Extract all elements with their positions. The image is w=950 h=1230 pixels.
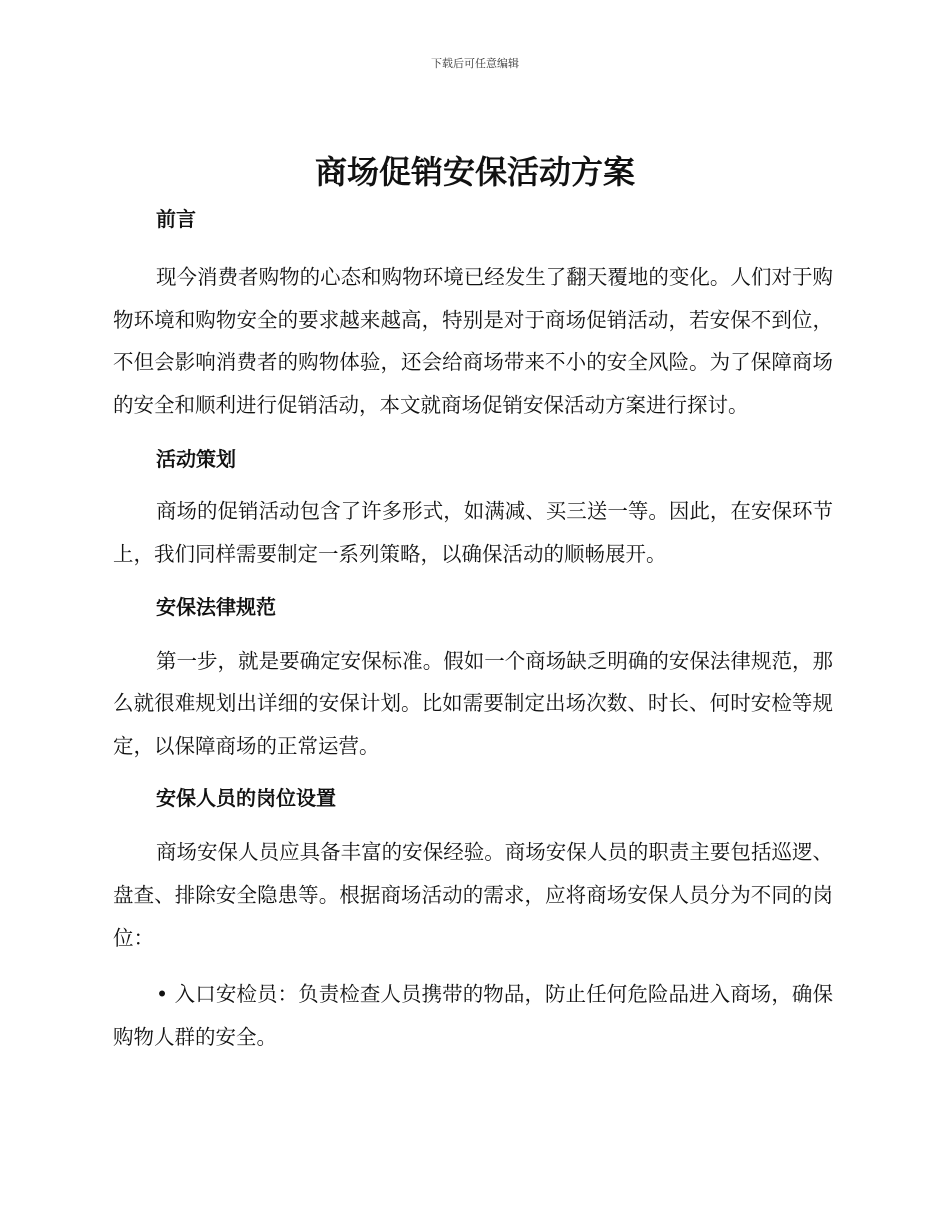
section-heading-legal: 安保法律规范 (156, 594, 276, 619)
section-heading-preface: 前言 (156, 207, 196, 231)
paragraph-preface: 现今消费者购物的心态和购物环境已经发生了翻天覆地的变化。人们对于购物环境和购物安全的要求越来越高，特别是对于商场促销活动，若安保不到位，不但会影响消费者的购物体验，还会给商场带来不小的安全风险。为了保障商场的安全和顺利进行促销活动，本文就商场促销安保活动方案进行探讨。 (113, 265, 833, 417)
paragraph-legal: 第一步，就是要确定安保标准。假如一个商场缺乏明确的安保法律规范，那么就很难规划出详细的安保计划。比如需要制定出场次数、时长、何时安检等规定，以保障商场的正常运营。 (113, 648, 833, 758)
paragraph-planning: 商场的促销活动包含了许多形式，如满减、买三送一等。因此，在安保环节上，我们同样需要制定一系列策略，以确保活动的顺畅展开。 (113, 499, 833, 566)
document-body (113, 198, 833, 1058)
header-note: 下载后可任意编辑 (431, 57, 519, 70)
section-heading-planning: 活动策划 (156, 447, 236, 472)
document-title: 商场促销安保活动方案 (314, 153, 635, 191)
paragraph-staffing: 商场安保人员应具备丰富的安保经验。商场安保人员的职责主要包括巡逻、盘查、排除安全隐患等。根据商场活动的需求，应将商场安保人员分为不同的岗位： (113, 840, 833, 950)
section-heading-staffing: 安保人员的岗位设置 (156, 786, 336, 811)
list-item-entrance-inspector: • 入口安检员：负责检查人员携带的物品，防止任何危险品进入商场，确保购物人群的安全。 (113, 982, 833, 1049)
